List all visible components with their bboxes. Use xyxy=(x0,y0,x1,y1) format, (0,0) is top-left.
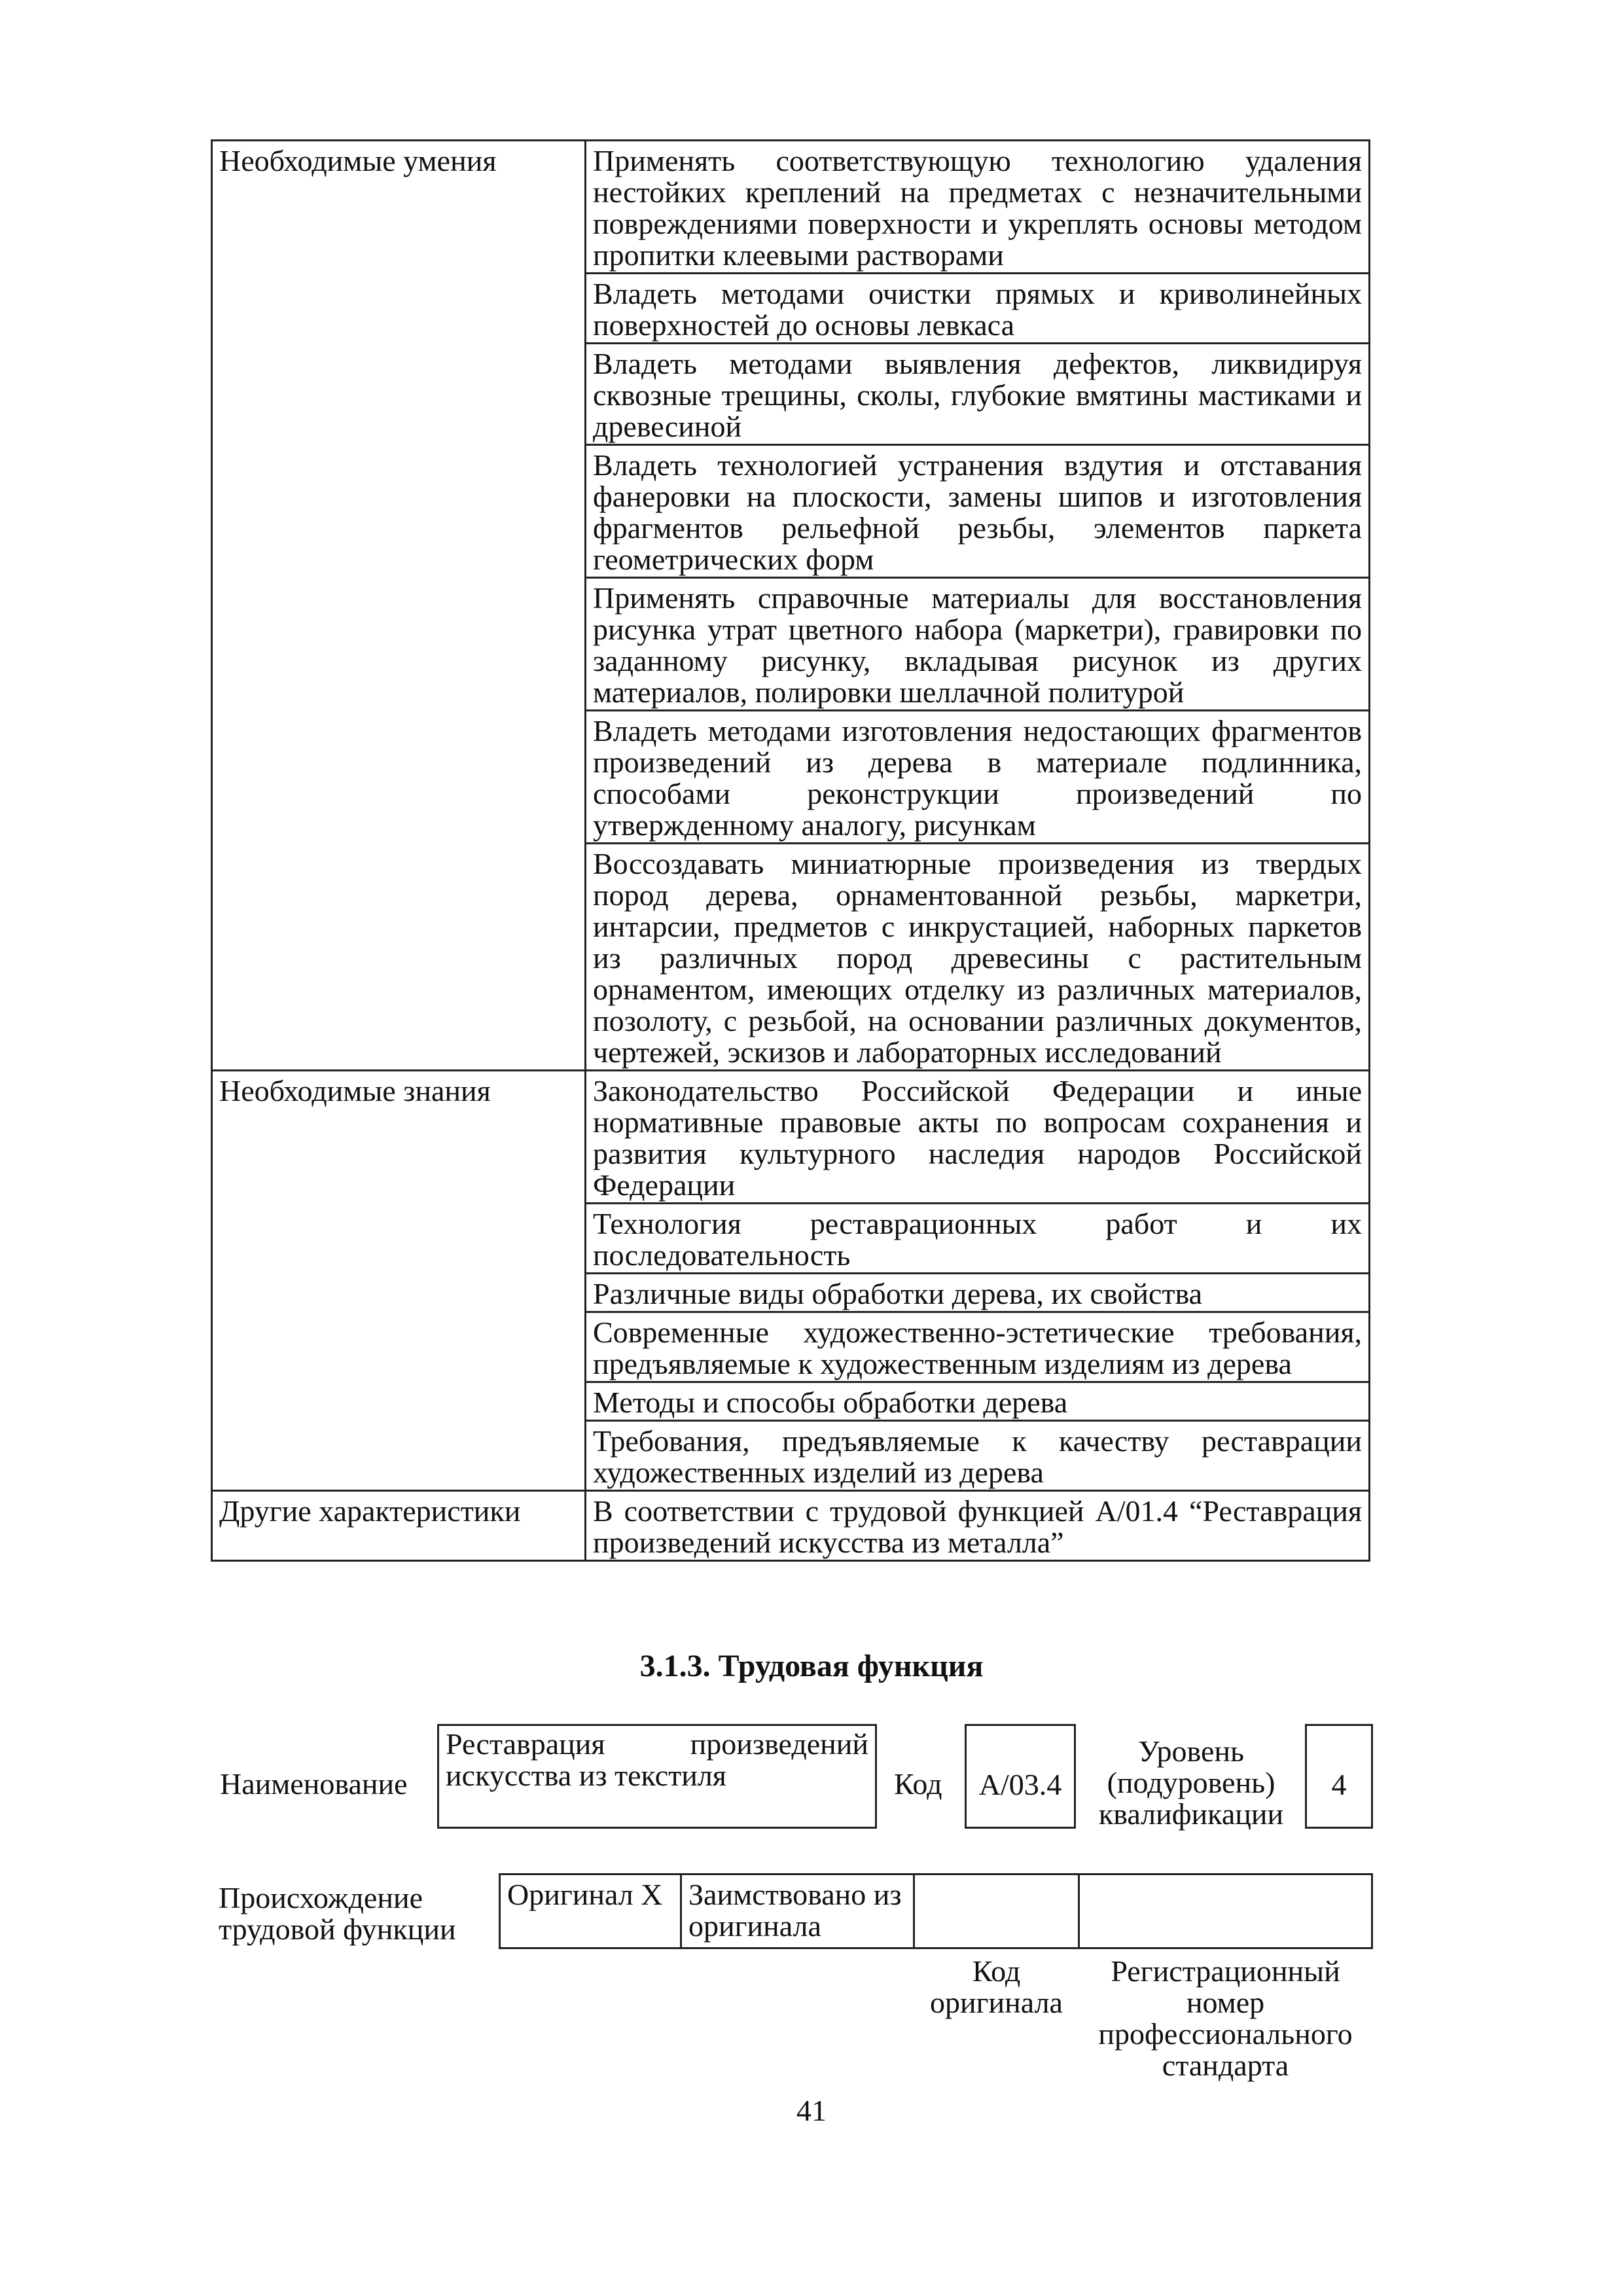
row-content-cell: Применять справочные материалы для восстановления рисунка утрат цветного набора (маркетри), гравировки по заданному рисунку, вкладывая рисунок из других материалов, полировки шеллачной политурой xyxy=(586,578,1370,711)
origin-code-cell xyxy=(913,1873,1080,1949)
row-content-cell: Владеть технологией устранения вздутия и отставания фанеровки на плоскости, замены шипов и изготовления фрагментов рельефной резьбы, элементов паркета геометрических форм xyxy=(586,445,1370,578)
table-row xyxy=(212,1204,1370,1274)
row-label-cell xyxy=(212,1204,586,1274)
row-label-cell: Необходимые умения xyxy=(212,141,586,274)
row-content-cell: В соответствии с трудовой функцией А/01.4 “Реставрация произведений искусства из металла” xyxy=(586,1491,1370,1561)
row-label-cell xyxy=(212,344,586,445)
table-row xyxy=(212,274,1370,344)
row-content-cell: Методы и способы обработки дерева xyxy=(586,1382,1370,1421)
code-caption: Код оригинала xyxy=(930,1954,1063,2019)
name-label: Наименование xyxy=(220,1767,408,1801)
row-label-cell: Другие характеристики xyxy=(212,1491,586,1561)
row-label-cell xyxy=(212,1312,586,1382)
level-value: 4 xyxy=(1305,1724,1373,1829)
name-value: Реставрация произведений искусства из текстиля xyxy=(437,1724,877,1829)
section-heading: 3.1.3. Трудовая функция xyxy=(639,1649,984,1683)
table-row xyxy=(212,844,1370,1071)
row-content-cell: Воссоздавать миниатюрные произведения из твердых пород дерева, орнаментованной резьбы, маркетри, интарсии, предметов с инкрустацией, наборных паркетов из различных пород древесины с растительным орнаментом, имеющих отделку из различных материалов, позолоту, с резьбой, на основании различных документов, чертежей, эскизов и лабораторных исследований xyxy=(586,844,1370,1071)
row-content-cell: Законодательство Российской Федерации и иные нормативные правовые акты по вопросам сохранения и развития культурного наследия народов Российской Федерации xyxy=(586,1071,1370,1204)
origin-reg-cell xyxy=(1078,1873,1373,1949)
row-label-cell xyxy=(212,711,586,844)
table-row xyxy=(212,1312,1370,1382)
table-row xyxy=(212,445,1370,578)
row-content-cell: Технология реставрационных работ и их последовательность xyxy=(586,1204,1370,1274)
origin-borrowed: Заимствовано из оригинала xyxy=(680,1873,915,1949)
row-label-cell xyxy=(212,1274,586,1312)
requirements-table xyxy=(211,139,1370,1562)
row-label-cell xyxy=(212,445,586,578)
table-row xyxy=(212,711,1370,844)
table-row xyxy=(212,141,1370,274)
page-number: 41 xyxy=(796,2094,827,2127)
table-row xyxy=(212,1421,1370,1491)
table-row xyxy=(212,344,1370,445)
origin-label: Происхождение трудовой функции xyxy=(219,1881,456,1946)
row-content-cell: Требования, предъявляемые к качеству реставрации художественных изделий из дерева xyxy=(586,1421,1370,1491)
table-row xyxy=(212,1491,1370,1561)
table-row xyxy=(212,1274,1370,1312)
row-content-cell: Владеть методами изготовления недостающих фрагментов произведений из дерева в материале подлинника, способами реконструкции произведений по утвержденному аналогу, рисункам xyxy=(586,711,1370,844)
table-row xyxy=(212,578,1370,711)
row-label-cell: Необходимые знания xyxy=(212,1071,586,1204)
level-label: Уровень (подуровень) квалификации xyxy=(1098,1734,1284,1831)
row-label-cell xyxy=(212,1421,586,1491)
row-content-cell: Владеть методами выявления дефектов, ликвидируя сквозные трещины, сколы, глубокие вмятины мастиками и древесиной xyxy=(586,344,1370,445)
code-label: Код xyxy=(894,1767,942,1801)
reg-caption: Регистрационный номер профессионального стандарта xyxy=(1098,1954,1353,2082)
code-value: А/03.4 xyxy=(965,1724,1076,1829)
row-label-cell xyxy=(212,1382,586,1421)
row-label-cell xyxy=(212,844,586,1071)
row-label-cell xyxy=(212,578,586,711)
origin-original: Оригинал X xyxy=(499,1873,682,1949)
row-label-cell xyxy=(212,274,586,344)
table-row xyxy=(212,1071,1370,1204)
row-content-cell: Различные виды обработки дерева, их свойства xyxy=(586,1274,1370,1312)
row-content-cell: Современные художественно-эстетические требования, предъявляемые к художественным изделиям из дерева xyxy=(586,1312,1370,1382)
table-row xyxy=(212,1382,1370,1421)
row-content-cell: Применять соответствующую технологию удаления нестойких креплений на предметах с незначительными повреждениями поверхности и укреплять основы методом пропитки клеевыми растворами xyxy=(586,141,1370,274)
row-content-cell: Владеть методами очистки прямых и криволинейных поверхностей до основы левкаса xyxy=(586,274,1370,344)
